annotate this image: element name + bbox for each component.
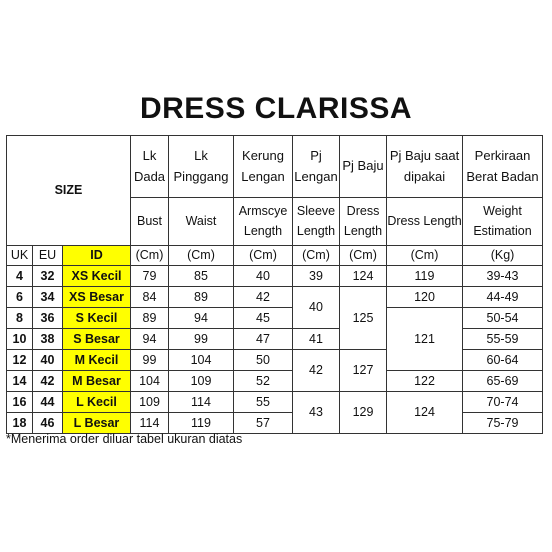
uk-cell: 12 <box>7 350 33 371</box>
dress-length-header: Dress Length <box>340 198 387 246</box>
dress-worn-cell: 119 <box>387 266 463 287</box>
id-header: ID <box>63 246 131 266</box>
table-row <box>7 350 543 371</box>
id-cell: M Besar <box>63 371 131 392</box>
eu-cell: 34 <box>33 287 63 308</box>
id-cell: XS Kecil <box>63 266 131 287</box>
uk-cell: 18 <box>7 413 33 434</box>
waist-cell: 85 <box>169 266 234 287</box>
uk-header: UK <box>7 246 33 266</box>
dress-length-cell: 125 <box>340 287 387 350</box>
weight-cell: 55-59 <box>463 329 543 350</box>
weight-cell: 75-79 <box>463 413 543 434</box>
unit-cell: (Cm) <box>293 246 340 266</box>
bust-cell: 99 <box>131 350 169 371</box>
weight-header: Weight Estimation <box>463 198 543 246</box>
eu-header: EU <box>33 246 63 266</box>
unit-cell: (Cm) <box>340 246 387 266</box>
bust-cell: 94 <box>131 329 169 350</box>
uk-cell: 6 <box>7 287 33 308</box>
table-row <box>7 413 543 434</box>
waist-cell: 99 <box>169 329 234 350</box>
sleeve-cell: 39 <box>293 266 340 287</box>
id-cell: S Kecil <box>63 308 131 329</box>
kerung-lengan-header: Kerung Lengan <box>234 136 293 198</box>
id-cell: S Besar <box>63 329 131 350</box>
dress-length-cell: 124 <box>340 266 387 287</box>
id-cell: L Besar <box>63 413 131 434</box>
armscye-cell: 42 <box>234 287 293 308</box>
table-row <box>7 392 543 413</box>
armscye-cell: 52 <box>234 371 293 392</box>
dress-length-cell: 127 <box>340 350 387 392</box>
sleeve-cell: 41 <box>293 329 340 350</box>
bust-cell: 79 <box>131 266 169 287</box>
armscye-cell: 55 <box>234 392 293 413</box>
id-cell: L Kecil <box>63 392 131 413</box>
eu-cell: 40 <box>33 350 63 371</box>
waist-cell: 109 <box>169 371 234 392</box>
bust-cell: 109 <box>131 392 169 413</box>
sleeve-header: Sleeve Length <box>293 198 340 246</box>
weight-cell: 44-49 <box>463 287 543 308</box>
lk-pinggang-header: Lk Pinggang <box>169 136 234 198</box>
table-row <box>7 308 543 329</box>
bust-cell: 89 <box>131 308 169 329</box>
table-row <box>7 287 543 308</box>
waist-cell: 94 <box>169 308 234 329</box>
perkiraan-berat-header: Perkiraan Berat Badan <box>463 136 543 198</box>
unit-cell: (Kg) <box>463 246 543 266</box>
eu-cell: 44 <box>33 392 63 413</box>
dress-length-worn-header: Dress Length <box>387 198 463 246</box>
eu-cell: 36 <box>33 308 63 329</box>
weight-cell: 50-54 <box>463 308 543 329</box>
bust-cell: 84 <box>131 287 169 308</box>
bust-cell: 104 <box>131 371 169 392</box>
pj-baju-header: Pj Baju <box>340 136 387 198</box>
pj-lengan-header: Pj Lengan <box>293 136 340 198</box>
page-title: DRESS CLARISSA <box>139 92 413 125</box>
table-row <box>7 266 543 287</box>
eu-cell: 32 <box>33 266 63 287</box>
sleeve-cell: 40 <box>293 287 340 329</box>
pj-baju-dipakai-header: Pj Baju saat dipakai <box>387 136 463 198</box>
eu-cell: 42 <box>33 371 63 392</box>
waist-cell: 114 <box>169 392 234 413</box>
armscye-cell: 57 <box>234 413 293 434</box>
uk-cell: 16 <box>7 392 33 413</box>
sleeve-cell: 43 <box>293 392 340 434</box>
uk-cell: 8 <box>7 308 33 329</box>
waist-cell: 104 <box>169 350 234 371</box>
sleeve-cell: 42 <box>293 350 340 392</box>
weight-cell: 60-64 <box>463 350 543 371</box>
size-chart-table <box>6 135 543 434</box>
unit-cell: (Cm) <box>387 246 463 266</box>
dress-worn-cell: 121 <box>387 308 463 371</box>
armscye-cell: 45 <box>234 308 293 329</box>
unit-cell: (Cm) <box>169 246 234 266</box>
dress-worn-cell: 122 <box>387 371 463 392</box>
armscye-cell: 50 <box>234 350 293 371</box>
order-note: *Menerima order diluar tabel ukuran diatas <box>6 432 243 446</box>
dress-worn-cell: 120 <box>387 287 463 308</box>
bust-header: Bust <box>131 198 169 246</box>
id-cell: XS Besar <box>63 287 131 308</box>
bust-cell: 114 <box>131 413 169 434</box>
weight-cell: 39-43 <box>463 266 543 287</box>
size-header: SIZE <box>7 136 131 246</box>
id-cell: M Kecil <box>63 350 131 371</box>
armscye-header: Armscye Length <box>234 198 293 246</box>
waist-cell: 89 <box>169 287 234 308</box>
table-row <box>7 329 543 350</box>
waist-cell: 119 <box>169 413 234 434</box>
unit-cell: (Cm) <box>131 246 169 266</box>
weight-cell: 65-69 <box>463 371 543 392</box>
armscye-cell: 47 <box>234 329 293 350</box>
eu-cell: 46 <box>33 413 63 434</box>
weight-cell: 70-74 <box>463 392 543 413</box>
unit-cell: (Cm) <box>234 246 293 266</box>
uk-cell: 14 <box>7 371 33 392</box>
uk-cell: 4 <box>7 266 33 287</box>
waist-header: Waist <box>169 198 234 246</box>
eu-cell: 38 <box>33 329 63 350</box>
lk-dada-header: Lk Dada <box>131 136 169 198</box>
dress-length-cell: 129 <box>340 392 387 434</box>
dress-worn-cell: 124 <box>387 392 463 434</box>
uk-cell: 10 <box>7 329 33 350</box>
armscye-cell: 40 <box>234 266 293 287</box>
table-row <box>7 371 543 392</box>
